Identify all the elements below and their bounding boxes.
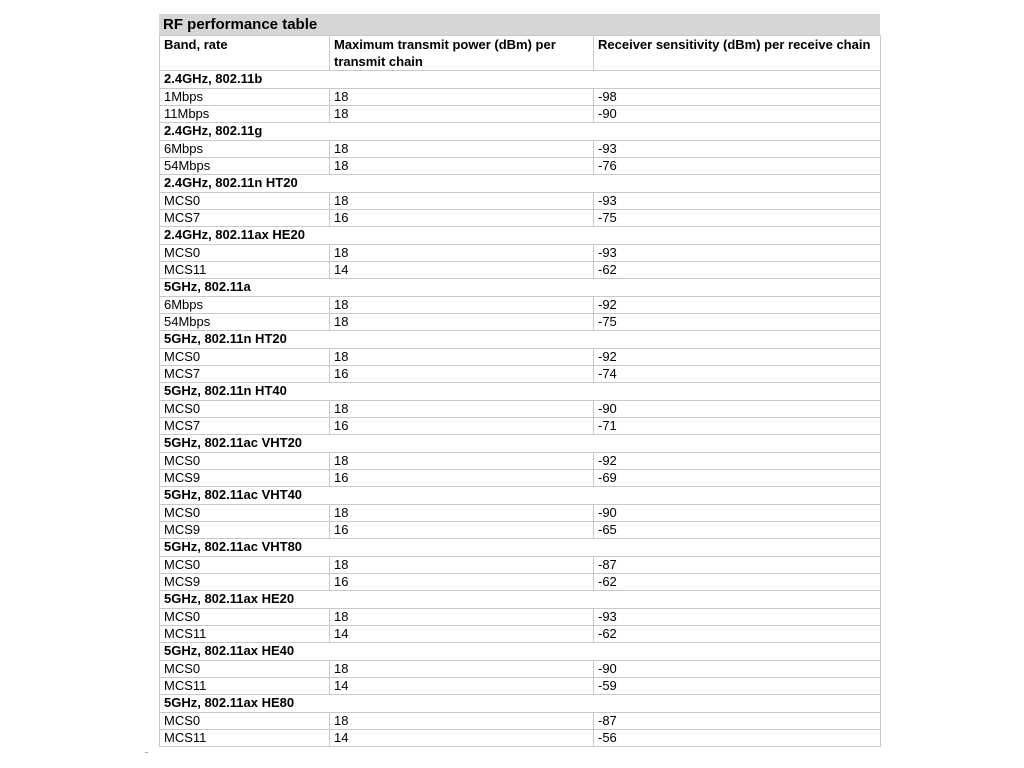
cell-max-transmit-power: 18 <box>330 609 594 626</box>
table-body <box>160 71 881 747</box>
data-table <box>159 35 881 747</box>
group-row <box>160 435 881 453</box>
group-row <box>160 227 881 245</box>
group-label: 5GHz, 802.11ax HE40 <box>160 643 881 661</box>
cell-max-transmit-power: 14 <box>330 678 594 695</box>
cell-receiver-sensitivity: -90 <box>594 401 881 418</box>
cell-receiver-sensitivity: -71 <box>594 418 881 435</box>
cell-max-transmit-power: 18 <box>330 314 594 331</box>
cell-max-transmit-power: 18 <box>330 349 594 366</box>
cell-receiver-sensitivity: -90 <box>594 661 881 678</box>
cell-rate: MCS0 <box>160 193 330 210</box>
cell-rate: MCS11 <box>160 626 330 643</box>
cell-receiver-sensitivity: -92 <box>594 453 881 470</box>
cell-rate: MCS0 <box>160 609 330 626</box>
table-row <box>160 366 881 383</box>
group-row <box>160 487 881 505</box>
cell-max-transmit-power: 18 <box>330 713 594 730</box>
cell-rate: MCS7 <box>160 418 330 435</box>
cell-rate: 54Mbps <box>160 314 330 331</box>
cell-rate: 6Mbps <box>160 141 330 158</box>
cell-rate: MCS7 <box>160 366 330 383</box>
table-row <box>160 678 881 695</box>
table-row <box>160 505 881 522</box>
table-row <box>160 141 881 158</box>
table-row <box>160 89 881 106</box>
group-label: 2.4GHz, 802.11b <box>160 71 881 89</box>
cell-rate: MCS9 <box>160 522 330 539</box>
table-row <box>160 609 881 626</box>
table-row <box>160 626 881 643</box>
cell-receiver-sensitivity: -98 <box>594 89 881 106</box>
cell-receiver-sensitivity: -75 <box>594 210 881 227</box>
cell-receiver-sensitivity: -93 <box>594 609 881 626</box>
cell-max-transmit-power: 18 <box>330 245 594 262</box>
table-row <box>160 401 881 418</box>
cell-receiver-sensitivity: -69 <box>594 470 881 487</box>
cell-rate: 11Mbps <box>160 106 330 123</box>
group-row <box>160 175 881 193</box>
group-label: 5GHz, 802.11a <box>160 279 881 297</box>
cell-max-transmit-power: 18 <box>330 505 594 522</box>
table-row <box>160 522 881 539</box>
cell-max-transmit-power: 16 <box>330 574 594 591</box>
cell-max-transmit-power: 18 <box>330 89 594 106</box>
cell-receiver-sensitivity: -87 <box>594 713 881 730</box>
cell-max-transmit-power: 18 <box>330 106 594 123</box>
cell-rate: MCS9 <box>160 574 330 591</box>
group-row <box>160 539 881 557</box>
cell-receiver-sensitivity: -76 <box>594 158 881 175</box>
table-row <box>160 193 881 210</box>
cell-rate: 6Mbps <box>160 297 330 314</box>
cell-receiver-sensitivity: -92 <box>594 349 881 366</box>
table-row <box>160 661 881 678</box>
cell-max-transmit-power: 18 <box>330 453 594 470</box>
cell-rate: MCS0 <box>160 661 330 678</box>
cell-receiver-sensitivity: -59 <box>594 678 881 695</box>
cell-max-transmit-power: 18 <box>330 193 594 210</box>
group-row <box>160 331 881 349</box>
header-max-transmit-power: Maximum transmit power (dBm) per transmit chain <box>330 36 594 71</box>
group-row <box>160 383 881 401</box>
cell-max-transmit-power: 18 <box>330 141 594 158</box>
cell-rate: MCS11 <box>160 678 330 695</box>
table-row <box>160 158 881 175</box>
cell-max-transmit-power: 16 <box>330 470 594 487</box>
cell-rate: MCS0 <box>160 245 330 262</box>
cell-receiver-sensitivity: -93 <box>594 141 881 158</box>
group-label: 2.4GHz, 802.11ax HE20 <box>160 227 881 245</box>
table-row <box>160 453 881 470</box>
cell-rate: MCS7 <box>160 210 330 227</box>
cell-receiver-sensitivity: -90 <box>594 106 881 123</box>
cell-rate: 1Mbps <box>160 89 330 106</box>
cell-rate: MCS0 <box>160 557 330 574</box>
cell-receiver-sensitivity: -62 <box>594 262 881 279</box>
cell-max-transmit-power: 14 <box>330 730 594 747</box>
cell-rate: MCS11 <box>160 262 330 279</box>
table-row <box>160 297 881 314</box>
group-label: 2.4GHz, 802.11n HT20 <box>160 175 881 193</box>
table-row <box>160 470 881 487</box>
table-row <box>160 245 881 262</box>
cell-receiver-sensitivity: -75 <box>594 314 881 331</box>
group-label: 5GHz, 802.11ac VHT80 <box>160 539 881 557</box>
page-mark <box>145 752 148 753</box>
cell-rate: MCS9 <box>160 470 330 487</box>
cell-receiver-sensitivity: -62 <box>594 574 881 591</box>
cell-receiver-sensitivity: -92 <box>594 297 881 314</box>
group-row <box>160 591 881 609</box>
cell-receiver-sensitivity: -87 <box>594 557 881 574</box>
group-row <box>160 695 881 713</box>
table-row <box>160 262 881 279</box>
table-row <box>160 314 881 331</box>
cell-rate: MCS11 <box>160 730 330 747</box>
cell-max-transmit-power: 16 <box>330 522 594 539</box>
cell-max-transmit-power: 16 <box>330 210 594 227</box>
group-label: 5GHz, 802.11n HT40 <box>160 383 881 401</box>
cell-max-transmit-power: 18 <box>330 661 594 678</box>
table-title: RF performance table <box>159 14 880 35</box>
table-row <box>160 574 881 591</box>
cell-rate: MCS0 <box>160 349 330 366</box>
cell-receiver-sensitivity: -93 <box>594 193 881 210</box>
table-row <box>160 106 881 123</box>
cell-rate: MCS0 <box>160 401 330 418</box>
table-row <box>160 713 881 730</box>
table-row <box>160 210 881 227</box>
cell-receiver-sensitivity: -93 <box>594 245 881 262</box>
header-row <box>160 36 881 71</box>
cell-max-transmit-power: 16 <box>330 418 594 435</box>
cell-max-transmit-power: 18 <box>330 297 594 314</box>
cell-receiver-sensitivity: -90 <box>594 505 881 522</box>
group-label: 5GHz, 802.11n HT20 <box>160 331 881 349</box>
cell-receiver-sensitivity: -62 <box>594 626 881 643</box>
cell-rate: MCS0 <box>160 453 330 470</box>
group-row <box>160 279 881 297</box>
group-label: 5GHz, 802.11ax HE20 <box>160 591 881 609</box>
header-band-rate: Band, rate <box>160 36 330 71</box>
cell-max-transmit-power: 18 <box>330 401 594 418</box>
table-row <box>160 557 881 574</box>
cell-max-transmit-power: 14 <box>330 626 594 643</box>
group-label: 2.4GHz, 802.11g <box>160 123 881 141</box>
cell-rate: MCS0 <box>160 713 330 730</box>
group-label: 5GHz, 802.11ax HE80 <box>160 695 881 713</box>
group-label: 5GHz, 802.11ac VHT20 <box>160 435 881 453</box>
group-row <box>160 643 881 661</box>
cell-receiver-sensitivity: -65 <box>594 522 881 539</box>
table-row <box>160 730 881 747</box>
group-row <box>160 71 881 89</box>
cell-max-transmit-power: 18 <box>330 158 594 175</box>
cell-max-transmit-power: 18 <box>330 557 594 574</box>
cell-max-transmit-power: 14 <box>330 262 594 279</box>
cell-receiver-sensitivity: -74 <box>594 366 881 383</box>
table-row <box>160 349 881 366</box>
cell-receiver-sensitivity: -56 <box>594 730 881 747</box>
cell-rate: 54Mbps <box>160 158 330 175</box>
group-label: 5GHz, 802.11ac VHT40 <box>160 487 881 505</box>
table-row <box>160 418 881 435</box>
cell-rate: MCS0 <box>160 505 330 522</box>
group-row <box>160 123 881 141</box>
rf-performance-table <box>159 14 880 747</box>
header-receiver-sensitivity: Receiver sensitivity (dBm) per receive chain <box>594 36 881 71</box>
cell-max-transmit-power: 16 <box>330 366 594 383</box>
